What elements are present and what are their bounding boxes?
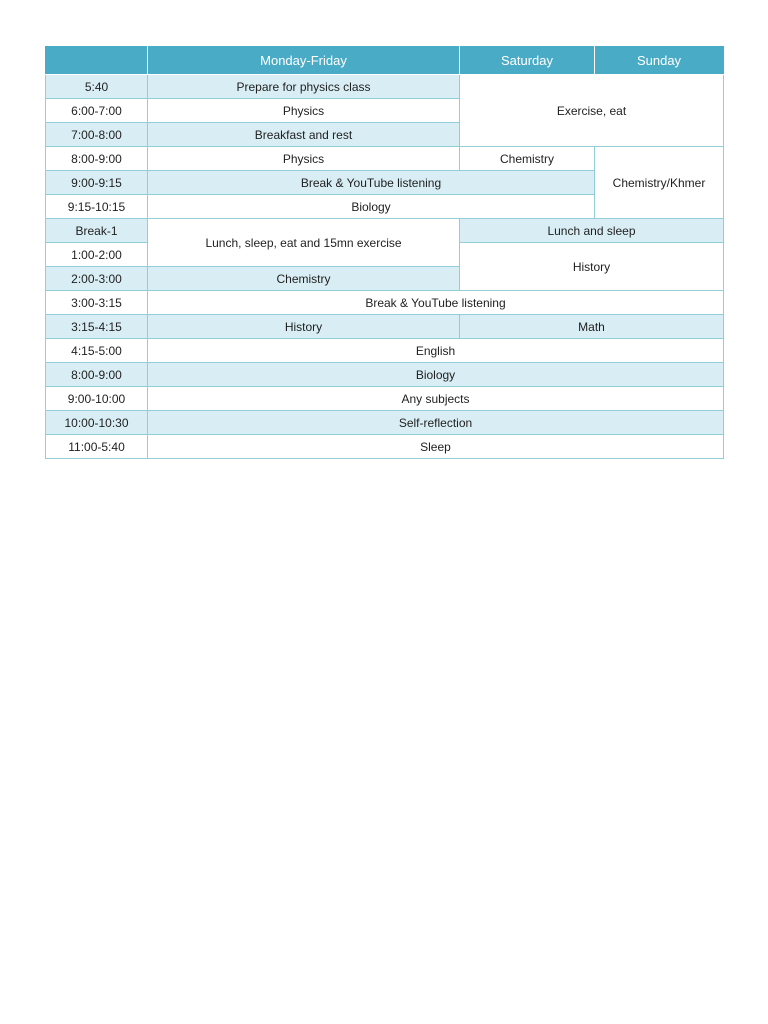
activity-cell: Physics [148, 99, 460, 123]
weekend-activity-cell: Math [460, 315, 724, 339]
activity-cell: Chemistry [148, 267, 460, 291]
time-column-header [46, 47, 148, 75]
table-row [46, 291, 724, 315]
time-cell: 8:00-9:00 [46, 147, 148, 171]
table-row [46, 75, 724, 99]
activity-cell: Physics [148, 147, 460, 171]
saturday-header: Saturday [460, 47, 595, 75]
time-cell: 3:15-4:15 [46, 315, 148, 339]
time-cell: 9:00-10:00 [46, 387, 148, 411]
table-row [46, 435, 724, 459]
activity-cell: Lunch, sleep, eat and 15mn exercise [148, 219, 460, 267]
time-cell: 1:00-2:00 [46, 243, 148, 267]
time-cell: 3:00-3:15 [46, 291, 148, 315]
activity-cell: Breakfast and rest [148, 123, 460, 147]
activity-cell: Any subjects [148, 387, 724, 411]
activity-cell: Self-reflection [148, 411, 724, 435]
table-row [46, 147, 724, 171]
sunday-header: Sunday [595, 47, 724, 75]
time-cell: 7:00-8:00 [46, 123, 148, 147]
time-cell: 5:40 [46, 75, 148, 99]
table-row [46, 411, 724, 435]
time-cell: 10:00-10:30 [46, 411, 148, 435]
activity-cell: Sleep [148, 435, 724, 459]
weekend-activity-cell: Lunch and sleep [460, 219, 724, 243]
weekly-schedule-table [45, 46, 724, 459]
activity-cell: Biology [148, 195, 595, 219]
table-row [46, 315, 724, 339]
time-cell: Break-1 [46, 219, 148, 243]
activity-cell: History [148, 315, 460, 339]
time-cell: 9:15-10:15 [46, 195, 148, 219]
activity-cell: English [148, 339, 724, 363]
sunday-activity-cell: Chemistry/Khmer [595, 147, 724, 219]
activity-cell: Break & YouTube listening [148, 171, 595, 195]
time-cell: 4:15-5:00 [46, 339, 148, 363]
saturday-activity-cell: Chemistry [460, 147, 595, 171]
table-row [46, 387, 724, 411]
weekend-activity-cell: History [460, 243, 724, 291]
time-cell: 8:00-9:00 [46, 363, 148, 387]
time-cell: 11:00-5:40 [46, 435, 148, 459]
table-row [46, 219, 724, 243]
activity-cell: Break & YouTube listening [148, 291, 724, 315]
activity-cell: Biology [148, 363, 724, 387]
time-cell: 2:00-3:00 [46, 267, 148, 291]
header-row [46, 47, 724, 75]
weekend-activity-cell: Exercise, eat [460, 75, 724, 147]
monday-friday-header: Monday-Friday [148, 47, 460, 75]
table-row [46, 363, 724, 387]
table-row [46, 339, 724, 363]
activity-cell: Prepare for physics class [148, 75, 460, 99]
time-cell: 6:00-7:00 [46, 99, 148, 123]
time-cell: 9:00-9:15 [46, 171, 148, 195]
